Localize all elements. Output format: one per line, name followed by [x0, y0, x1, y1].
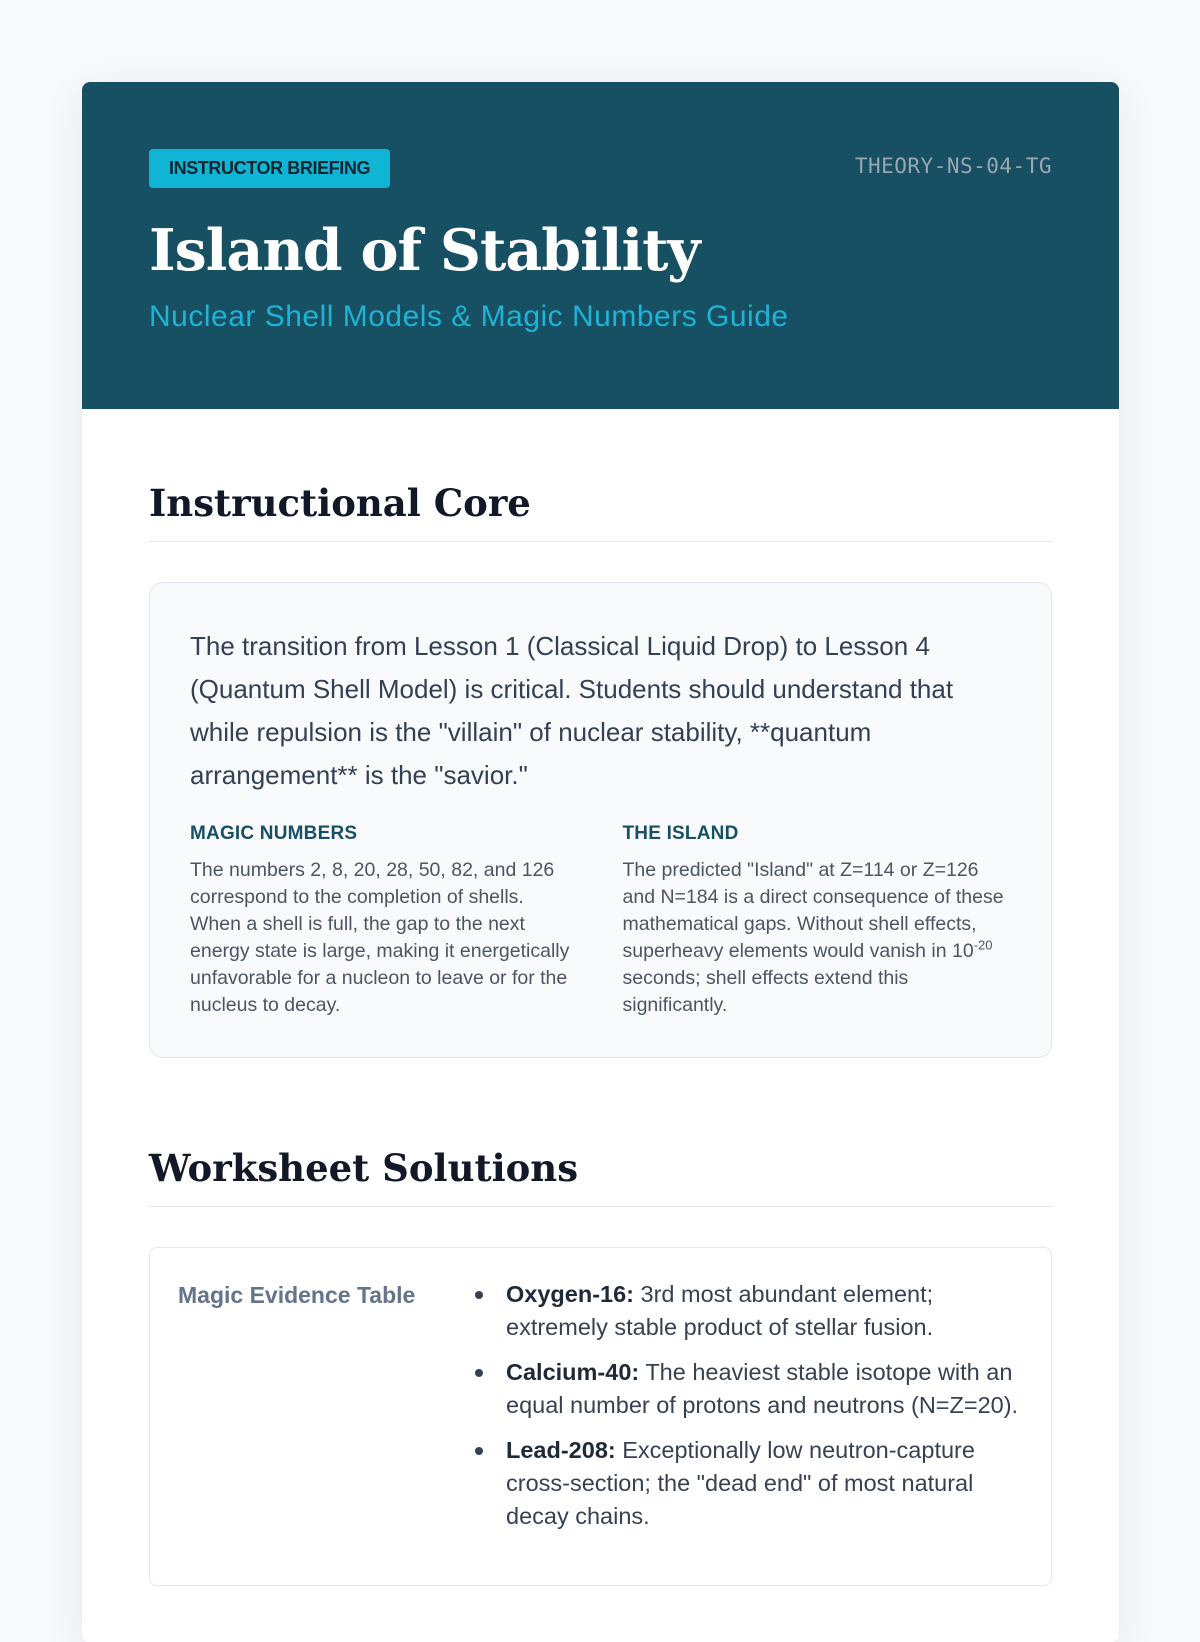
isotope-description: The heaviest stable isotope with an equal number of protons and neutrons (N=Z=20). [506, 1359, 1019, 1418]
list-item [472, 1434, 1023, 1533]
island-text-part-2: seconds; shell effects extend this significantly. [622, 967, 909, 1016]
solutions-list [472, 1278, 1023, 1545]
document-code: THEORY-NS-04-TG [854, 154, 1052, 178]
core-lead-paragraph: The transition from Lesson 1 (Classical Liquid Drop) to Lesson 4 (Quantum Shell Model) is critical. Students should understand that while repulsion is the "villain" of nuclear stability, **quantum arrangement** is the "savior." [190, 631, 954, 790]
magic-numbers-column [190, 823, 579, 1019]
island-text [623, 857, 1012, 1019]
page-subtitle: Nuclear Shell Models & Magic Numbers Guide [149, 300, 789, 333]
island-text-part-1: The predicted "Island" at Z=114 or Z=126 and N=184 is a direct consequence of these mathematical gaps. Without shell effects, superheavy elements would vanish in 10 [622, 859, 1004, 962]
magic-numbers-text: The numbers 2, 8, 20, 28, 50, 82, and 126 correspond to the completion of shells. When a shell is full, the gap to the next energy state is large, making it energetically unfavorable for a nucleon to leave or for the nucleus to decay. [190, 859, 570, 1016]
island-text-exponent: -20 [973, 937, 993, 953]
section-title-instructional-core: Instructional Core [149, 481, 1052, 542]
isotope-description: 3rd most abundant element; extremely stable product of stellar fusion. [506, 1281, 934, 1340]
island-column [623, 823, 1012, 1019]
instructional-core-box [149, 582, 1052, 1058]
core-columns [190, 823, 1011, 1019]
section-title-worksheet-solutions: Worksheet Solutions [149, 1146, 1052, 1207]
isotope-term: Lead-208: [506, 1437, 616, 1463]
document-type-badge: INSTRUCTOR BRIEFING [149, 149, 390, 188]
briefing-page [82, 82, 1119, 1642]
isotope-description: Exceptionally low neutron-capture cross-section; the "dead end" of most natural decay chains. [506, 1437, 975, 1529]
main-content [82, 481, 1119, 1586]
page-title: Island of Stability [149, 217, 700, 284]
header-banner [82, 82, 1119, 409]
list-item [472, 1278, 1023, 1344]
list-item [472, 1356, 1023, 1422]
isotope-term: Oxygen-16: [506, 1281, 634, 1307]
solutions-row-label: Magic Evidence Table [178, 1282, 416, 1308]
magic-numbers-heading: MAGIC NUMBERS [190, 823, 358, 844]
isotope-term: Calcium-40: [506, 1359, 640, 1385]
solutions-card [149, 1247, 1052, 1586]
island-heading: THE ISLAND [622, 823, 739, 844]
